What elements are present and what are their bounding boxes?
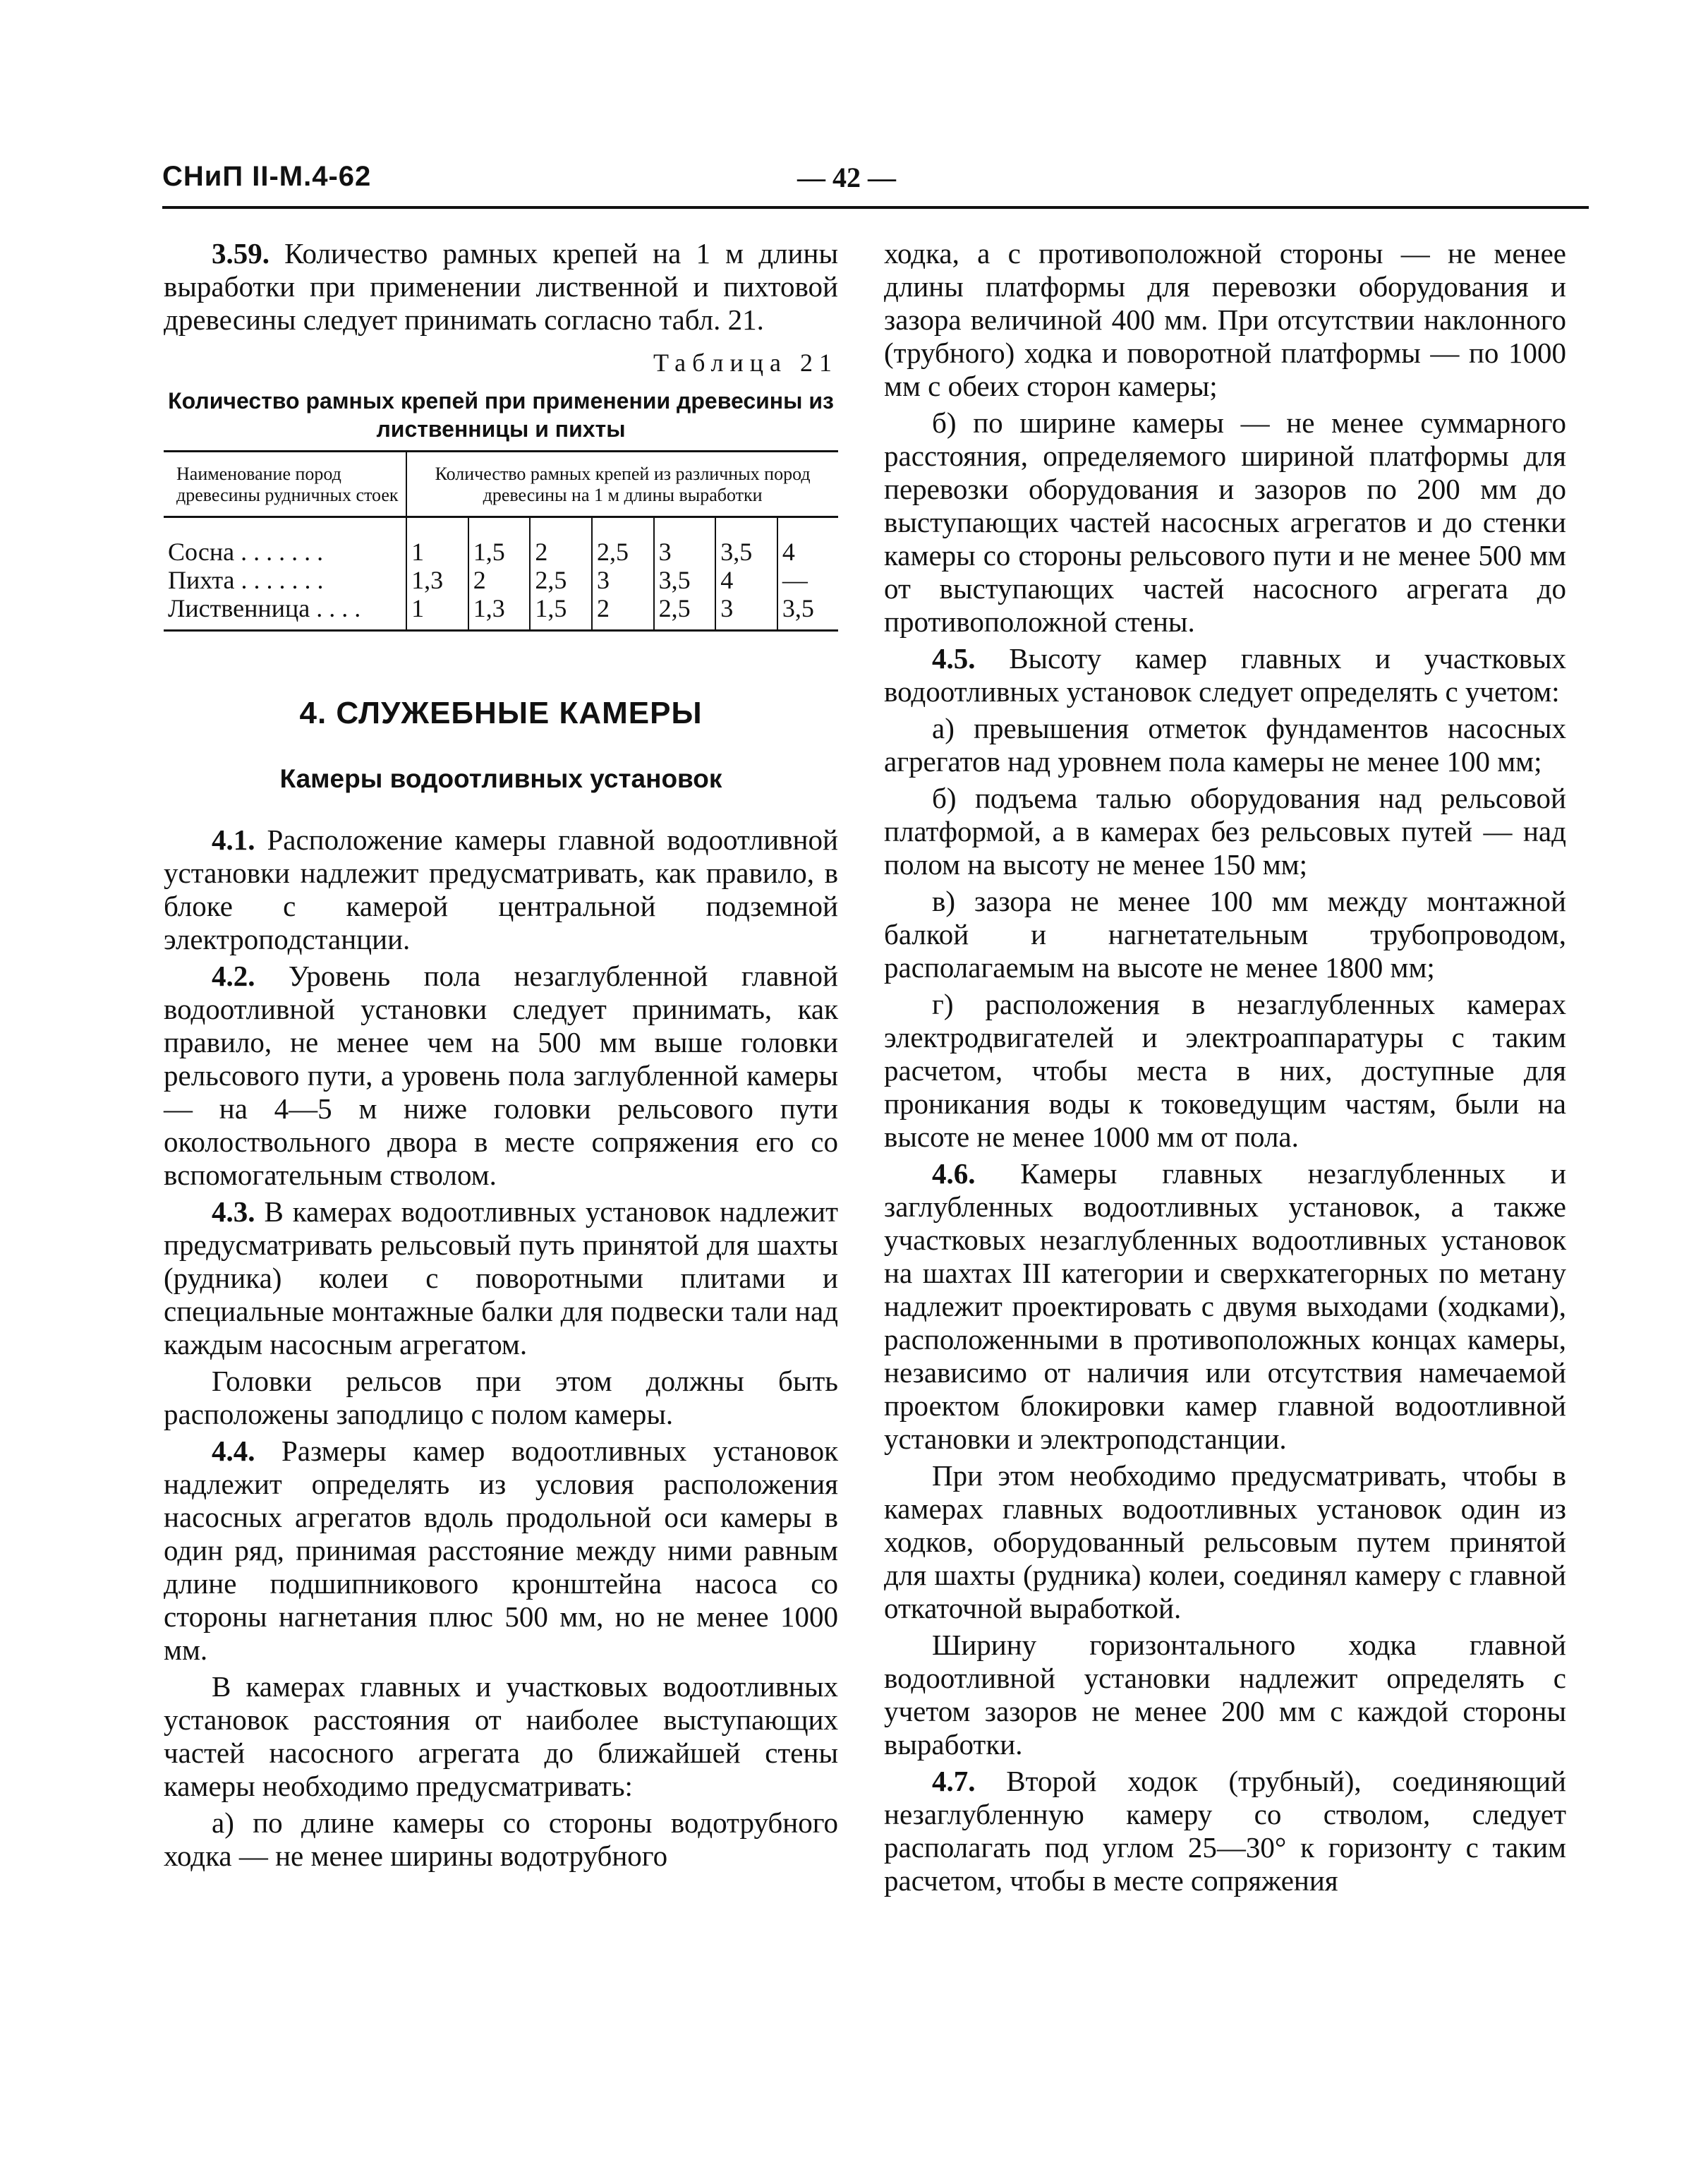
paragraph-4-4-item-b: б) по ширине камеры — не менее суммарного расстояния, определяемого шириной платформы для перевозки оборудования и зазоров по 200 мм до выступающих частей насосных агрегатов и до стенки камеры со стороны рельсового пути и не менее 500 мм от выступающих частей насосного агрегата до противоположной стены. xyxy=(884,406,1566,638)
paragraph-text: Второй ходок (трубный), соединяющий незаглубленную камеру со стволом, следует располагать под углом 25—30° к горизонту с таким расчетом, чтобы в месте сопряжения xyxy=(884,1765,1566,1897)
table-cell: 3,5 xyxy=(654,566,716,594)
paragraph-4-3 xyxy=(164,1195,838,1361)
paragraph-4-5-item-b: б) подъема талью оборудования над рельсовой платформой, а в камерах без рельсовых путей — над полом на высоту не менее 150 мм; xyxy=(884,782,1566,881)
paragraph-number: 4.1. xyxy=(212,823,255,856)
table-cell: 2,5 xyxy=(592,517,654,567)
table-cell: 4 xyxy=(777,517,838,567)
paragraph-4-1 xyxy=(164,823,838,956)
paragraph-4-4-item-a: а) по длине камеры со стороны водотрубного ходка — не менее ширины водотрубного xyxy=(164,1806,838,1872)
paragraph-number: 4.7. xyxy=(932,1765,976,1797)
table-row xyxy=(164,594,838,631)
table-cell-name: Сосна . . . . . . . xyxy=(168,538,324,566)
table-cell-name: Лиственница . . . . xyxy=(164,594,406,631)
paragraph-3-59 xyxy=(164,237,838,337)
paragraph-text: Количество рамных крепей на 1 м длины выработки при применении лиственной и пихтовой древесины следует принимать согласно табл. 21. xyxy=(164,237,838,336)
paragraph-number: 4.4. xyxy=(212,1435,255,1467)
paragraph-4-6-width: Ширину горизонтального ходка главной водоотливной установки надлежит определять с учетом зазоров не менее 200 мм с каждой стороны выработки. xyxy=(884,1629,1566,1761)
paragraph-text: Расположение камеры главной водоотливной установки надлежит предусматривать, как правило, в блоке с камерой центральной подземной электроподстанции. xyxy=(164,823,838,955)
page-header xyxy=(162,161,1587,203)
header-rule xyxy=(162,206,1589,209)
paragraph-text: Уровень пола незаглубленной главной водоотливной установки следует принимать, как правило, не менее чем на 500 мм выше головки рельсового пути, а уровень пола заглубленной камеры — на 4—5 м ниже головки рельсового пути околоствольного двора в месте сопряжения его со вспомогательным стволом. xyxy=(164,960,838,1191)
paragraph-4-4-item-a-continued: ходка, а с противоположной стороны — не менее длины платформы для перевозки оборудования и зазора величиной 400 мм. При отсутствии наклонного (трубного) ходка и поворотной платформы — по 1000 мм с обеих сторон камеры; xyxy=(884,237,1566,402)
page-number: — 42 — xyxy=(797,162,896,193)
paragraph-4-5-item-a: а) превышения отметок фундаментов насосных агрегатов над уровнем пола камеры не менее 100 мм; xyxy=(884,712,1566,778)
left-column xyxy=(164,237,838,1873)
table-cell: 2 xyxy=(468,566,531,594)
table-row xyxy=(164,566,838,594)
document-code: СНиП II-М.4-62 xyxy=(162,161,372,192)
paragraph-4-5-item-c: в) зазора не менее 100 мм между монтажной балкой и нагнетательным трубопроводом, располагаемым на высоте не менее 1800 мм; xyxy=(884,885,1566,984)
table-cell: 1,5 xyxy=(530,594,592,631)
paragraph-4-2 xyxy=(164,960,838,1192)
paragraph-4-4 xyxy=(164,1435,838,1667)
table-cell-name: Пихта . . . . . . . xyxy=(168,566,324,594)
paragraph-4-3-continued: Головки рельсов при этом должны быть расположены заподлицо с полом камеры. xyxy=(164,1365,838,1430)
paragraph-text: В камерах водоотливных установок надлежит предусматривать рельсовый путь принятой для шахты (рудника) колеи с поворотными плитами и специальные монтажные балки для подвески тали над каждым насосным агрегатом. xyxy=(164,1195,838,1360)
table-cell: 1,3 xyxy=(468,594,531,631)
table-cell: 1,3 xyxy=(406,566,468,594)
paragraph-number: 4.6. xyxy=(932,1157,976,1190)
table-cell: 2,5 xyxy=(530,566,592,594)
table-cell: 3 xyxy=(715,594,777,631)
table-header-frames-count: Количество рамных крепей из различных пород древесины на 1 м длины выработки xyxy=(406,452,838,517)
paragraph-number: 3.59. xyxy=(212,237,269,270)
section-title: 4. СЛУЖЕБНЫЕ КАМЕРЫ xyxy=(299,696,703,730)
table-cell: 3,5 xyxy=(715,517,777,567)
table-caption: Таблица 21 xyxy=(653,349,838,377)
paragraph-4-5-item-d: г) расположения в незаглубленных камерах электродвигателей и электроаппаратуры с таким расчетом, чтобы места в них, доступные для проникания воды к токоведущим частям, были на высоте не менее 1000 мм от пола. xyxy=(884,988,1566,1153)
table-cell: 3 xyxy=(592,566,654,594)
paragraph-text: Размеры камер водоотливных установок надлежит определять из условия расположения насосных агрегатов вдоль продольной оси камеры в один ряд, принимая расстояние между ними равным длине подшипникового кронштейна насоса со стороны нагнетания плюс 500 мм, но не менее 1000 мм. xyxy=(164,1435,838,1666)
right-column xyxy=(884,237,1566,1897)
table-cell: 2 xyxy=(592,594,654,631)
table-cell: 1 xyxy=(406,517,468,567)
table-header-wood-type: Наименование пород древесины рудничных стоек xyxy=(164,452,406,517)
table-cell: 1 xyxy=(406,594,468,631)
paragraph-4-4-distances: В камерах главных и участковых водоотливных установок расстояния от наиболее выступающих частей насосного агрегата до ближайшей стены камеры необходимо предусматривать: xyxy=(164,1670,838,1802)
table-cell: 3 xyxy=(654,517,716,567)
table-cell: — xyxy=(777,566,838,594)
table-cell: 2,5 xyxy=(654,594,716,631)
paragraph-number: 4.3. xyxy=(212,1195,255,1228)
paragraph-text: Камеры главных незаглубленных и заглубленных водоотливных установок, а также участковых незаглубленных водоотливных установок на шахтах III категории и сверхкатегорных по метану надлежит проектировать с двумя выходами (ходками), расположенными в противоположных концах камеры, независимо от наличия или отсутствия намечаемой проектом блокировки камер главной водоотливной установки и электроподстанции. xyxy=(884,1157,1566,1455)
paragraph-4-6 xyxy=(884,1157,1566,1456)
table-cell: 2 xyxy=(530,517,592,567)
table-cell: 4 xyxy=(715,566,777,594)
table-row xyxy=(164,517,838,567)
table-header-row xyxy=(164,452,838,517)
paragraph-4-5 xyxy=(884,642,1566,708)
table-cell: 1,5 xyxy=(468,517,531,567)
paragraph-text: Высоту камер главных и участковых водоотливных установок следует определять с учетом: xyxy=(884,642,1566,708)
table-cell: 3,5 xyxy=(777,594,838,631)
paragraph-number: 4.5. xyxy=(932,642,976,675)
paragraph-4-6-exits: При этом необходимо предусматривать, чтобы в камерах главных водоотливных установок один из ходков, оборудованный рельсовым путем принятой для шахты (рудника) колеи, соединял камеру с главной откаточной выработкой. xyxy=(884,1459,1566,1624)
table-title: Количество рамных крепей при применении древесины из лиственницы и пихты xyxy=(168,388,834,442)
subsection-title: Камеры водоотливных установок xyxy=(279,764,722,793)
frames-table xyxy=(164,450,838,632)
paragraph-number: 4.2. xyxy=(212,960,255,992)
paragraph-4-7 xyxy=(884,1765,1566,1897)
